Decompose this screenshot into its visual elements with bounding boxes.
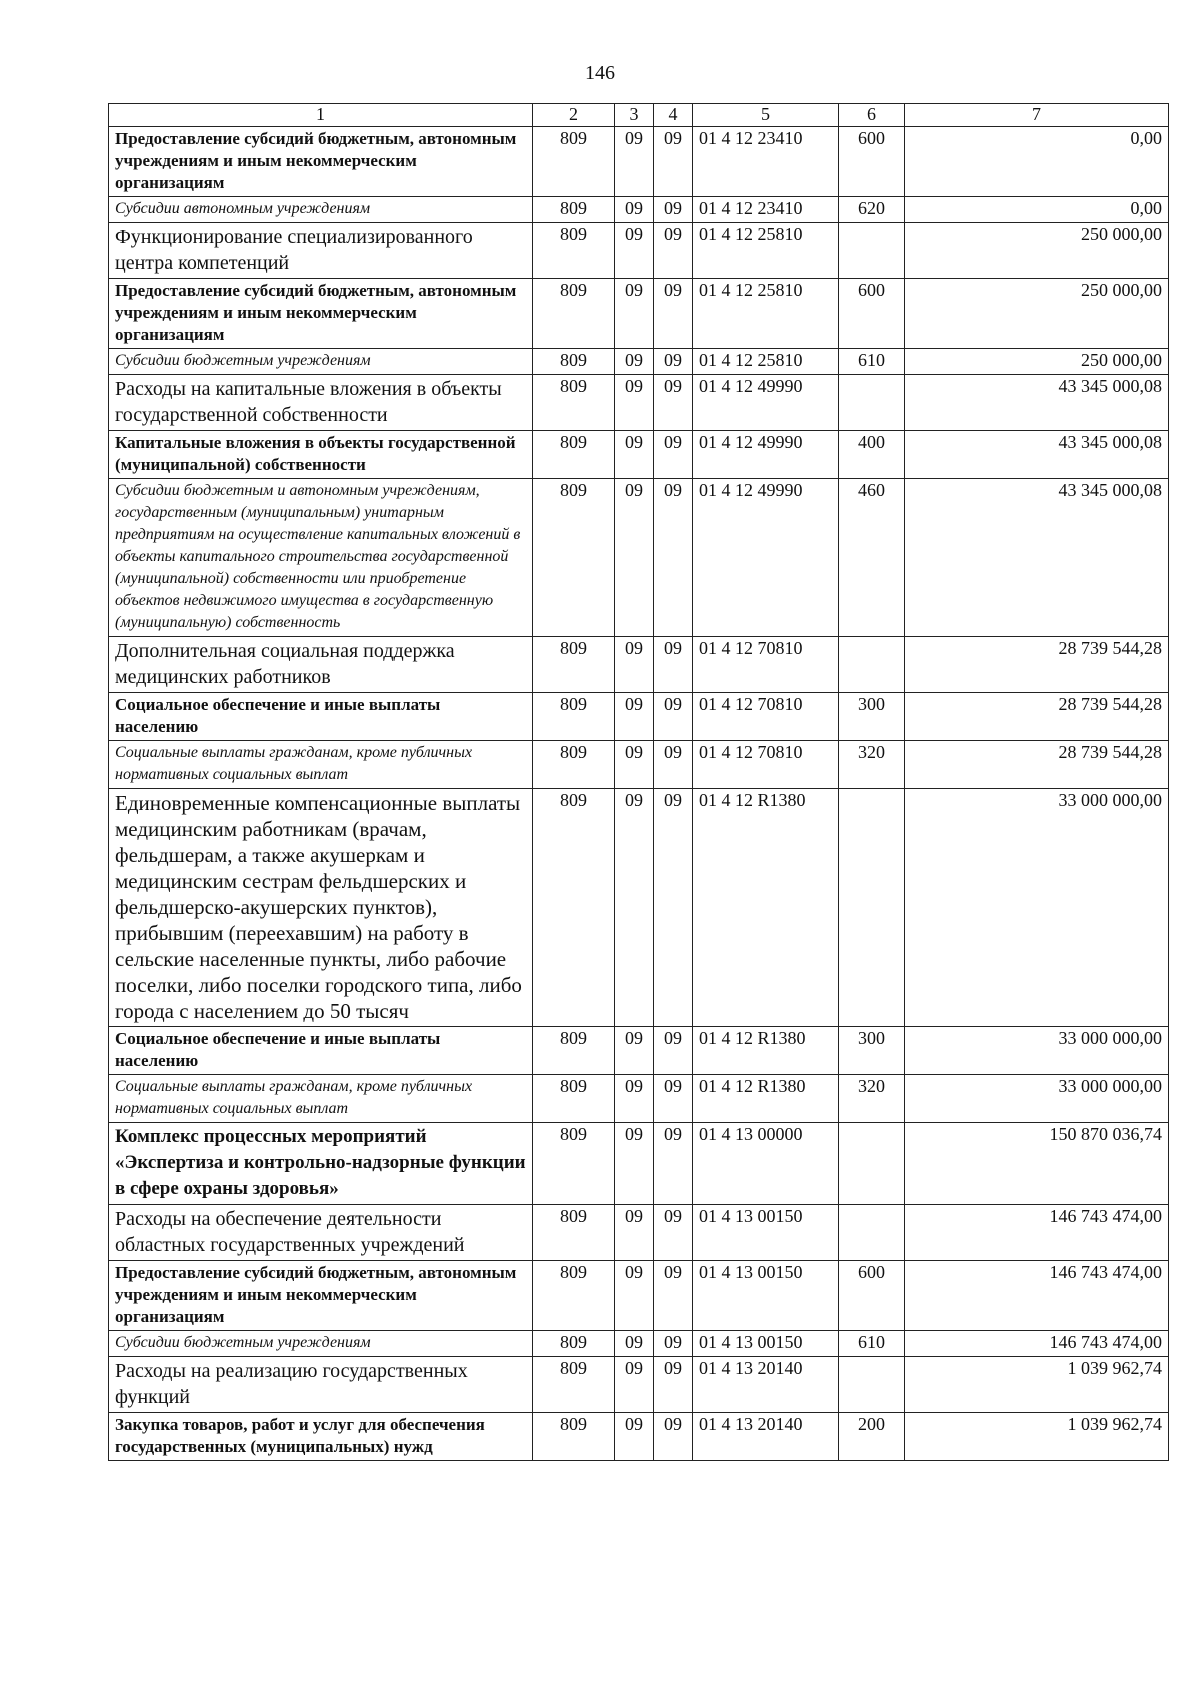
row-code-admin: 809: [533, 1413, 615, 1461]
row-code-section: 09: [615, 1205, 654, 1261]
row-code-expense-type: 620: [839, 197, 905, 223]
table-row: [109, 279, 1169, 349]
row-code-subsection: 09: [654, 789, 693, 1027]
row-code-expense-type: [839, 1123, 905, 1205]
row-code-admin: 809: [533, 349, 615, 375]
row-code-target: 01 4 12 49990: [693, 431, 839, 479]
row-code-admin: 809: [533, 279, 615, 349]
row-code-expense-type: 610: [839, 349, 905, 375]
row-code-subsection: 09: [654, 1205, 693, 1261]
table-row: [109, 1261, 1169, 1331]
row-code-admin: 809: [533, 375, 615, 431]
page-number: 146: [585, 62, 615, 84]
row-code-section: 09: [615, 789, 654, 1027]
row-code-admin: 809: [533, 637, 615, 693]
table-row: [109, 223, 1169, 279]
row-amount: 146 743 474,00: [905, 1261, 1169, 1331]
row-code-target: 01 4 12 70810: [693, 637, 839, 693]
table-row: [109, 127, 1169, 197]
table-row: [109, 375, 1169, 431]
row-name: Субсидии бюджетным учреждениям: [109, 1331, 533, 1357]
row-code-subsection: 09: [654, 693, 693, 741]
row-code-expense-type: 610: [839, 1331, 905, 1357]
row-amount: 43 345 000,08: [905, 431, 1169, 479]
header-cell: 6: [839, 104, 905, 127]
row-code-target: 01 4 12 25810: [693, 279, 839, 349]
row-name: Дополнительная социальная поддержка медицинских работников: [109, 637, 533, 693]
table-row: [109, 1357, 1169, 1413]
row-code-subsection: 09: [654, 741, 693, 789]
row-code-subsection: 09: [654, 637, 693, 693]
row-name: Расходы на капитальные вложения в объекты государственной собственности: [109, 375, 533, 431]
table-row: [109, 693, 1169, 741]
row-code-admin: 809: [533, 1261, 615, 1331]
row-name: Субсидии бюджетным учреждениям: [109, 349, 533, 375]
row-name: Социальное обеспечение и иные выплаты населению: [109, 1027, 533, 1075]
row-code-target: 01 4 12 70810: [693, 741, 839, 789]
row-name: Капитальные вложения в объекты государственной (муниципальной) собственности: [109, 431, 533, 479]
row-name: Предоставление субсидий бюджетным, автономным учреждениям и иным некоммерческим организациям: [109, 1261, 533, 1331]
row-code-expense-type: 300: [839, 693, 905, 741]
row-code-expense-type: 200: [839, 1413, 905, 1461]
row-name: Расходы на реализацию государственных функций: [109, 1357, 533, 1413]
row-code-subsection: 09: [654, 1261, 693, 1331]
row-amount: 0,00: [905, 197, 1169, 223]
row-amount: 28 739 544,28: [905, 741, 1169, 789]
table-row: [109, 1331, 1169, 1357]
row-code-admin: 809: [533, 789, 615, 1027]
row-code-subsection: 09: [654, 1331, 693, 1357]
table-row: [109, 479, 1169, 637]
row-code-target: 01 4 12 25810: [693, 349, 839, 375]
row-code-expense-type: 320: [839, 741, 905, 789]
row-code-target: 01 4 12 70810: [693, 693, 839, 741]
row-code-admin: 809: [533, 431, 615, 479]
row-code-admin: 809: [533, 1123, 615, 1205]
table-row: [109, 1075, 1169, 1123]
row-name: Расходы на обеспечение деятельности областных государственных учреждений: [109, 1205, 533, 1261]
row-amount: 43 345 000,08: [905, 479, 1169, 637]
row-code-section: 09: [615, 431, 654, 479]
row-code-admin: 809: [533, 1027, 615, 1075]
row-code-subsection: 09: [654, 1123, 693, 1205]
table-row: [109, 1413, 1169, 1461]
row-code-admin: 809: [533, 127, 615, 197]
row-code-section: 09: [615, 127, 654, 197]
row-code-section: 09: [615, 349, 654, 375]
row-name: Предоставление субсидий бюджетным, автономным учреждениям и иным некоммерческим организациям: [109, 127, 533, 197]
row-code-section: 09: [615, 1331, 654, 1357]
row-name: Предоставление субсидий бюджетным, автономным учреждениям и иным некоммерческим организациям: [109, 279, 533, 349]
row-amount: 33 000 000,00: [905, 789, 1169, 1027]
row-code-expense-type: [839, 1357, 905, 1413]
row-code-subsection: 09: [654, 431, 693, 479]
row-name: Социальное обеспечение и иные выплаты населению: [109, 693, 533, 741]
row-code-expense-type: [839, 789, 905, 1027]
row-code-expense-type: 460: [839, 479, 905, 637]
row-amount: 250 000,00: [905, 349, 1169, 375]
row-code-target: 01 4 13 00150: [693, 1331, 839, 1357]
row-code-target: 01 4 12 R1380: [693, 789, 839, 1027]
row-code-admin: 809: [533, 1205, 615, 1261]
table-row: [109, 349, 1169, 375]
row-code-target: 01 4 12 49990: [693, 375, 839, 431]
row-amount: 33 000 000,00: [905, 1075, 1169, 1123]
row-code-admin: 809: [533, 197, 615, 223]
row-code-expense-type: 300: [839, 1027, 905, 1075]
row-code-expense-type: [839, 637, 905, 693]
row-name: Комплекс процессных мероприятий «Экспертиза и контрольно-надзорные функции в сфере охраны здоровья»: [109, 1123, 533, 1205]
row-code-section: 09: [615, 693, 654, 741]
row-code-subsection: 09: [654, 279, 693, 349]
row-amount: 43 345 000,08: [905, 375, 1169, 431]
row-code-section: 09: [615, 279, 654, 349]
row-code-section: 09: [615, 375, 654, 431]
row-code-admin: 809: [533, 479, 615, 637]
row-amount: 28 739 544,28: [905, 693, 1169, 741]
row-code-section: 09: [615, 1075, 654, 1123]
row-amount: 146 743 474,00: [905, 1331, 1169, 1357]
table-body: [109, 127, 1169, 1461]
row-code-admin: 809: [533, 693, 615, 741]
row-code-expense-type: 600: [839, 127, 905, 197]
row-code-target: 01 4 12 49990: [693, 479, 839, 637]
row-code-admin: 809: [533, 223, 615, 279]
row-code-subsection: 09: [654, 127, 693, 197]
row-code-section: 09: [615, 1261, 654, 1331]
table-row: [109, 637, 1169, 693]
row-amount: 250 000,00: [905, 223, 1169, 279]
table-row: [109, 1027, 1169, 1075]
header-cell: 3: [615, 104, 654, 127]
row-code-target: 01 4 12 R1380: [693, 1027, 839, 1075]
row-code-subsection: 09: [654, 1027, 693, 1075]
row-code-subsection: 09: [654, 349, 693, 375]
row-code-target: 01 4 12 23410: [693, 127, 839, 197]
row-name: Закупка товаров, работ и услуг для обеспечения государственных (муниципальных) нужд: [109, 1413, 533, 1461]
row-code-section: 09: [615, 1413, 654, 1461]
header-cell: 7: [905, 104, 1169, 127]
row-code-target: 01 4 13 20140: [693, 1413, 839, 1461]
table-row: [109, 741, 1169, 789]
row-code-subsection: 09: [654, 197, 693, 223]
row-amount: 1 039 962,74: [905, 1357, 1169, 1413]
row-code-subsection: 09: [654, 479, 693, 637]
row-name: Социальные выплаты гражданам, кроме публичных нормативных социальных выплат: [109, 741, 533, 789]
row-amount: 1 039 962,74: [905, 1413, 1169, 1461]
row-code-section: 09: [615, 1357, 654, 1413]
row-code-admin: 809: [533, 1331, 615, 1357]
row-code-section: 09: [615, 479, 654, 637]
row-code-expense-type: [839, 1205, 905, 1261]
row-code-expense-type: 320: [839, 1075, 905, 1123]
row-amount: 150 870 036,74: [905, 1123, 1169, 1205]
row-code-section: 09: [615, 223, 654, 279]
row-code-subsection: 09: [654, 1075, 693, 1123]
header-cell: 1: [109, 104, 533, 127]
row-name: Социальные выплаты гражданам, кроме публичных нормативных социальных выплат: [109, 1075, 533, 1123]
row-code-admin: 809: [533, 1357, 615, 1413]
row-code-section: 09: [615, 1123, 654, 1205]
row-code-subsection: 09: [654, 375, 693, 431]
row-code-target: 01 4 13 00150: [693, 1205, 839, 1261]
row-code-target: 01 4 13 00000: [693, 1123, 839, 1205]
table-row: [109, 431, 1169, 479]
row-code-expense-type: 400: [839, 431, 905, 479]
row-name: Субсидии бюджетным и автономным учреждениям, государственным (муниципальным) унитарным предприятиям на осуществление капитальных вложений в объекты капитального строительства государственной (муниципальной) собственности или приобретение объектов недвижимого имущества в государственную (муниципальную) собственность: [109, 479, 533, 637]
row-code-section: 09: [615, 741, 654, 789]
row-code-admin: 809: [533, 1075, 615, 1123]
table-row: [109, 1123, 1169, 1205]
row-code-target: 01 4 13 20140: [693, 1357, 839, 1413]
budget-table: [108, 103, 1169, 1461]
row-code-section: 09: [615, 1027, 654, 1075]
table-row: [109, 197, 1169, 223]
row-name: Единовременные компенсационные выплаты медицинским работникам (врачам, фельдшерам, а также акушеркам и медицинским сестрам фельдшерских и фельдшерско-акушерских пунктов), прибывшим (переехавшим) на работу в сельские населенные пункты, либо рабочие поселки, либо поселки городского типа, либо города с населением до 50 тысяч: [109, 789, 533, 1027]
header-cell: 5: [693, 104, 839, 127]
row-amount: 250 000,00: [905, 279, 1169, 349]
row-code-target: 01 4 12 23410: [693, 197, 839, 223]
row-code-section: 09: [615, 197, 654, 223]
header-row: [109, 104, 1169, 127]
row-code-expense-type: [839, 375, 905, 431]
table-row: [109, 1205, 1169, 1261]
row-code-target: 01 4 12 R1380: [693, 1075, 839, 1123]
row-amount: 28 739 544,28: [905, 637, 1169, 693]
table-row: [109, 789, 1169, 1027]
header-cell: 4: [654, 104, 693, 127]
row-name: Функционирование специализированного центра компетенций: [109, 223, 533, 279]
row-code-section: 09: [615, 637, 654, 693]
row-code-subsection: 09: [654, 223, 693, 279]
row-amount: 33 000 000,00: [905, 1027, 1169, 1075]
header-cell: 2: [533, 104, 615, 127]
row-code-subsection: 09: [654, 1357, 693, 1413]
row-code-expense-type: 600: [839, 279, 905, 349]
row-name: Субсидии автономным учреждениям: [109, 197, 533, 223]
row-code-target: 01 4 12 25810: [693, 223, 839, 279]
row-amount: 0,00: [905, 127, 1169, 197]
row-amount: 146 743 474,00: [905, 1205, 1169, 1261]
row-code-expense-type: [839, 223, 905, 279]
row-code-expense-type: 600: [839, 1261, 905, 1331]
row-code-admin: 809: [533, 741, 615, 789]
row-code-subsection: 09: [654, 1413, 693, 1461]
row-code-target: 01 4 13 00150: [693, 1261, 839, 1331]
